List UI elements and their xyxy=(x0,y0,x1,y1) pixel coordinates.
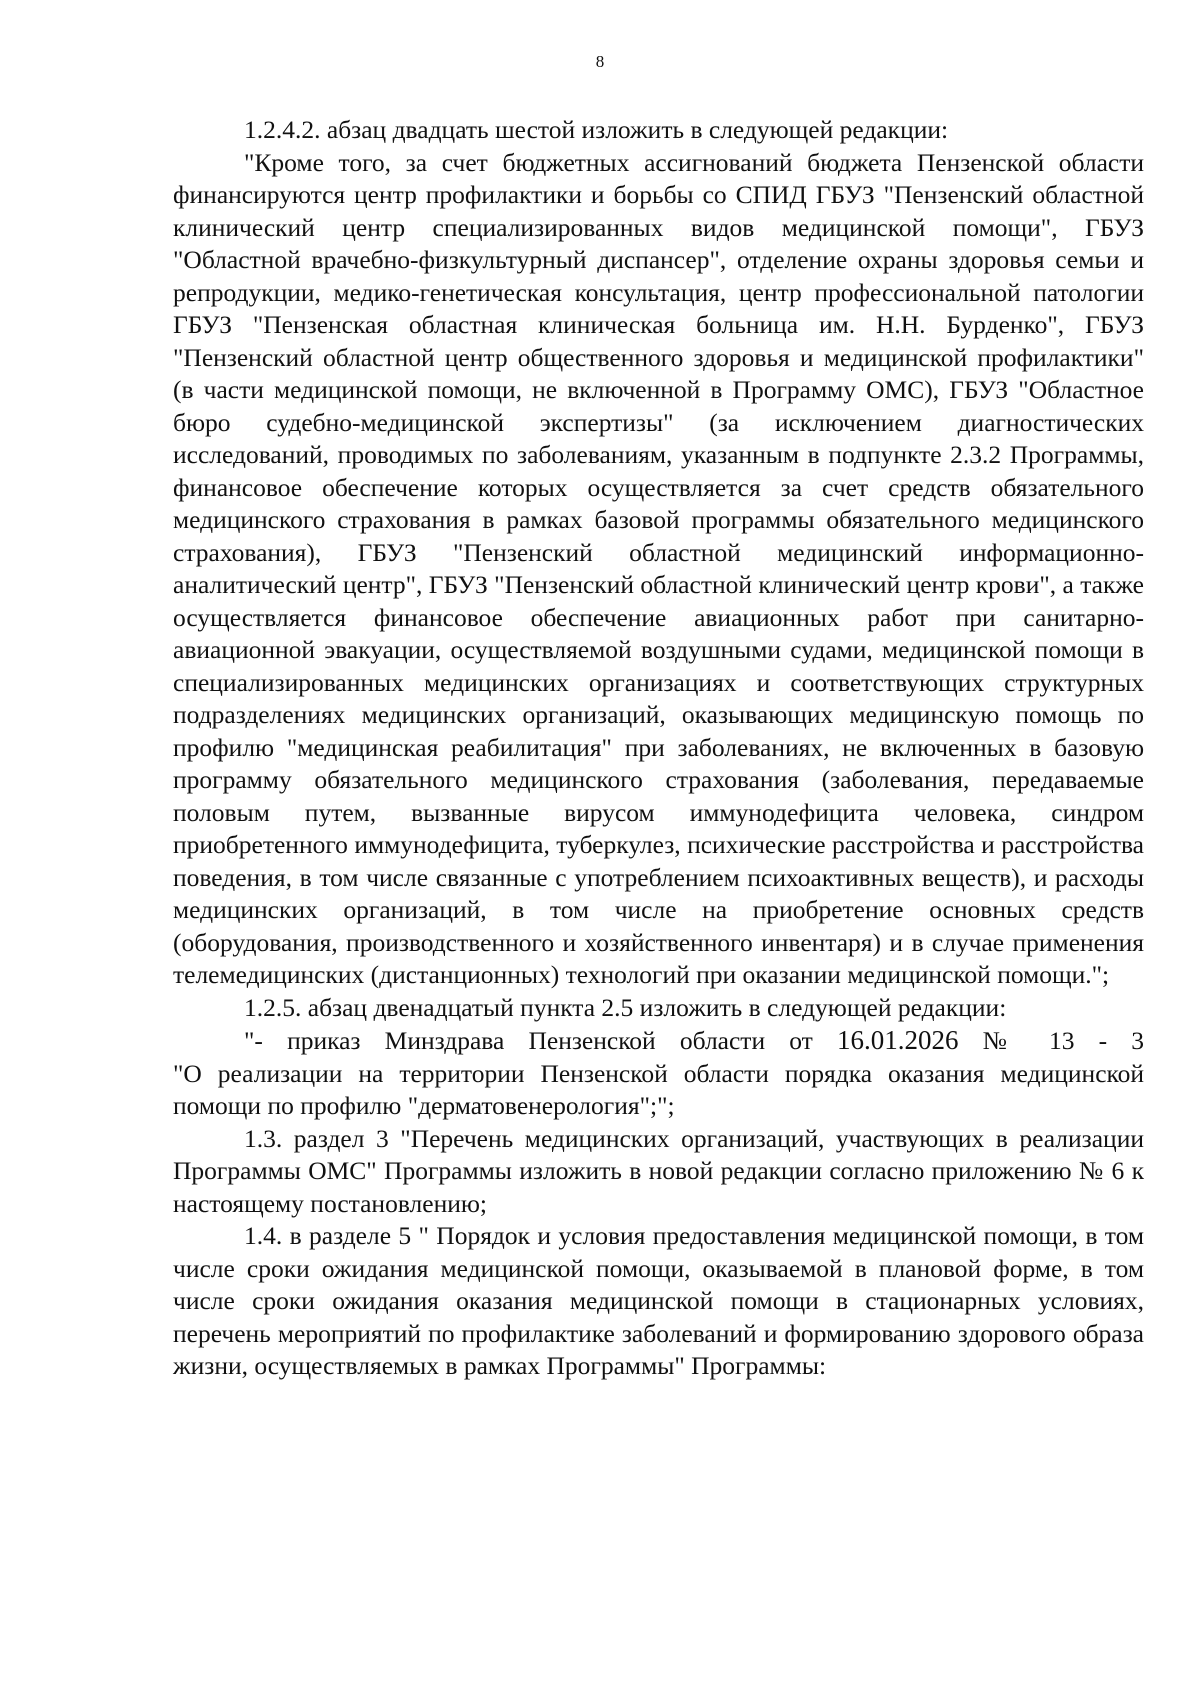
order-number: № 13 - 3 xyxy=(982,1026,1145,1055)
paragraph-order-reference xyxy=(173,1024,1144,1058)
paragraph-quoted-text: "Кроме того, за счет бюджетных ассигнований бюджета Пензенской области финансируются центр профилактики и борьбы со СПИД ГБУЗ "Пензенский областной клинический центр специализированных видов медицинской помощи", ГБУЗ "Областной врачебно-физкультурный диспансер", отделение охраны здоровья семьи и репродукции, медико-генетическая консультация, центр профессиональной патологии ГБУЗ "Пензенская областная клиническая больница им. Н.Н. Бурденко", ГБУЗ "Пензенский областной центр общественного здоровья и медицинской профилактики" (в части медицинской помощи, не включенной в Программу ОМС), ГБУЗ "Областное бюро судебно-медицинской экспертизы" (за исключением диагностических исследований, проводимых по заболеваниям, указанным в подпункте 2.3.2 Программы, финансовое обеспечение которых осуществляется за счет средств обязательного медицинского страхования в рамках базовой программы обязательного медицинского страхования), ГБУЗ "Пензенский областной медицинский информационно-аналитический центр", ГБУЗ "Пензенский областной клинический центр крови", а также осуществляется финансовое обеспечение авиационных работ при санитарно-авиационной эвакуации, осуществляемой воздушными судами, медицинской помощи в специализированных медицинских организациях и соответствующих структурных подразделениях медицинских организаций, оказывающих медицинскую помощь по профилю "медицинская реабилитация" при заболеваниях, не включенных в базовую программу обязательного медицинского страхования (заболевания, передаваемые половым путем, вызванные вирусом иммунодефицита человека, синдром приобретенного иммунодефицита, туберкулез, психические расстройства и расстройства поведения, в том числе связанные с употреблением психоактивных веществ), и расходы медицинских организаций, в том числе на приобретение основных средств (оборудования, производственного и хозяйственного инвентаря) и в случае применения телемедицинских (дистанционных) технологий при оказании медицинской помощи."; xyxy=(173,147,1144,989)
order-date: 16.01.2026 xyxy=(837,1025,959,1055)
paragraph-1-3: 1.3. раздел 3 "Перечень медицинских организаций, участвующих в реализации Программы ОМС" Программы изложить в новой редакции согласно приложению № 6 к настоящему постановлению; xyxy=(173,1123,1144,1218)
order-lead-text: "- приказ Минздрава Пензенской области от xyxy=(244,1026,813,1055)
page-number: 8 xyxy=(595,52,605,71)
paragraph-1-2-4-2: 1.2.4.2. абзац двадцать шестой изложить в следующей редакции: xyxy=(244,115,949,144)
paragraph-1-2-5: 1.2.5. абзац двенадцатый пункта 2.5 изложить в следующей редакции: xyxy=(244,992,1007,1022)
document-body xyxy=(173,114,1144,1383)
order-title-text: "О реализации на территории Пензенской области порядка оказания медицинской помощи по профилю "дерматовенерология";"; xyxy=(173,1058,1144,1120)
paragraph-1-4: 1.4. в разделе 5 " Порядок и условия предоставления медицинской помощи, в том числе сроки ожидания медицинской помощи, оказываемой в плановой форме, в том числе сроки ожидания оказания медицинской помощи в стационарных условиях, перечень мероприятий по профилактике заболеваний и формированию здорового образа жизни, осуществляемых в рамках Программы" Программы: xyxy=(173,1221,1144,1380)
